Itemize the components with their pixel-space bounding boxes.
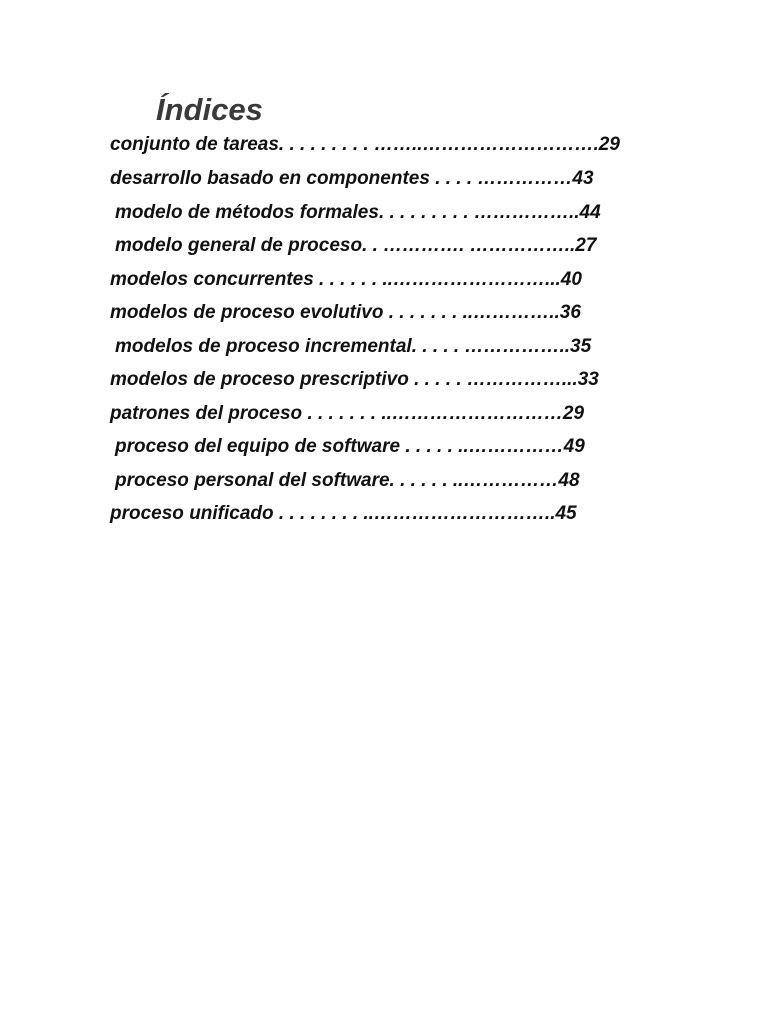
- index-entry: modelo general de proceso. . …………. ……………..27: [115, 235, 597, 256]
- index-entry: conjunto de tareas. . . . . . . . . ……..……………………….29: [110, 134, 620, 155]
- index-entry: proceso personal del software. . . . . . ..……………48: [115, 470, 580, 491]
- index-entry: modelos concurrentes . . . . . . ..……………………...40: [110, 269, 582, 290]
- index-entry: modelos de proceso incremental. . . . . ……………..35: [115, 336, 592, 357]
- index-entry: modelos de proceso evolutivo . . . . . . . ..…………..36: [110, 302, 581, 323]
- index-entry: modelo de métodos formales. . . . . . . . . ……………..44: [115, 202, 601, 223]
- index-entry: patrones del proceso . . . . . . . ..………………………29: [110, 403, 585, 424]
- index-entry: desarrollo basado en componentes . . . . ……………43: [110, 168, 594, 189]
- index-entry: modelos de proceso prescriptivo . . . . . ……………...33: [110, 369, 599, 390]
- index-title: Índices: [156, 92, 263, 127]
- index-entry: proceso del equipo de software . . . . . ..……………49: [115, 436, 585, 457]
- index-entry: proceso unificado . . . . . . . . ..………………………..45: [110, 503, 577, 524]
